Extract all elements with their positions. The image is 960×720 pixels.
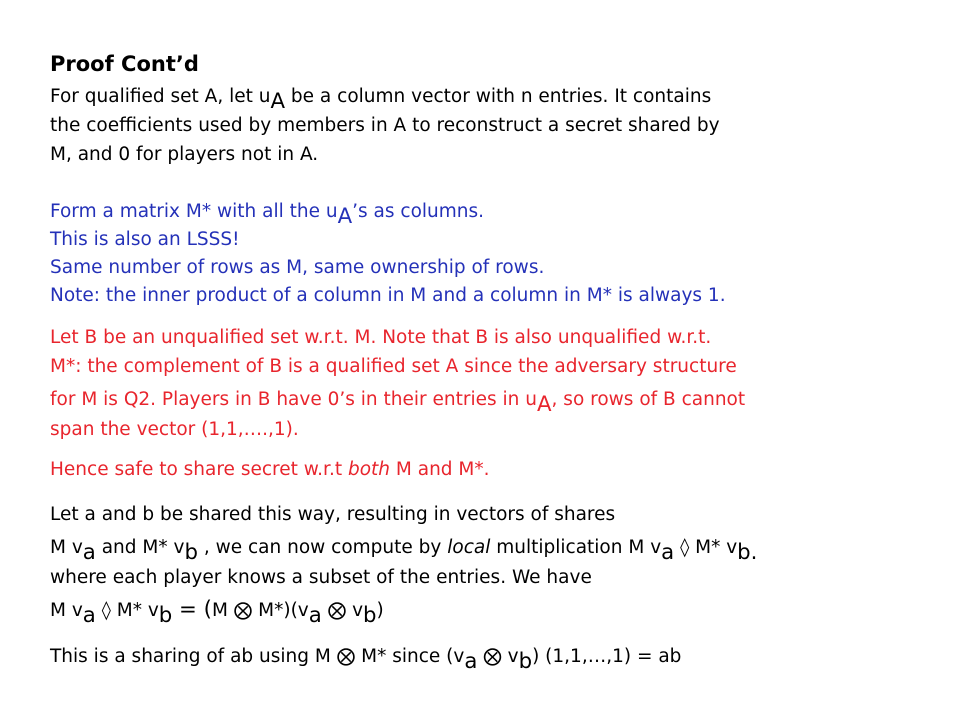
text: M ⨂ M*)(v <box>211 600 309 621</box>
para3-line2 <box>50 535 758 566</box>
red-line1: Let B be an unqualified set w.r.t. M. Note that B is also unqualified w.r.t. <box>50 327 712 348</box>
text: , so rows of B cannot <box>551 389 746 410</box>
subscript: A <box>337 204 353 230</box>
text: M and M*. <box>390 459 490 480</box>
subscript: A <box>270 89 286 115</box>
text: = ( <box>172 597 212 622</box>
subscript: a <box>308 603 322 629</box>
para3-line3: where each player knows a subset of the entries. We have <box>50 567 592 588</box>
text: ) <box>376 600 384 621</box>
text: M v <box>50 600 83 621</box>
blue-line2: This is also an LSSS! <box>50 229 240 250</box>
text: For qualified set A, let u <box>50 86 271 107</box>
subscript: b <box>363 603 377 629</box>
text: Hence safe to share secret w.r.t <box>50 459 348 480</box>
text: This is a sharing of ab using M ⨂ M* since (v <box>50 646 465 667</box>
subscript: b. <box>737 540 758 566</box>
emphasis: local <box>447 537 491 558</box>
text: ⨂ v <box>477 646 519 667</box>
para1-line2: the coefficients used by members in A to reconstruct a secret shared by <box>50 115 720 136</box>
blue-line3: Same number of rows as M, same ownership of rows. <box>50 257 545 278</box>
blue-line4: Note: the inner product of a column in M and a column in M* is always 1. <box>50 285 726 306</box>
text: multiplication M v <box>490 537 662 558</box>
subscript: b <box>184 540 198 566</box>
subscript: a <box>82 603 96 629</box>
text: ◊ M* v <box>674 537 738 558</box>
text: Form a matrix M* with all the u <box>50 201 338 222</box>
subscript: a <box>464 649 478 675</box>
text: for M is Q2. Players in B have 0’s in their entries in u <box>50 389 537 410</box>
text: be a column vector with n entries. It contains <box>285 86 712 107</box>
para3-line5 <box>50 644 682 675</box>
text: , we can now compute by <box>197 537 448 558</box>
para1-line3: M, and 0 for players not in A. <box>50 144 319 165</box>
text: ’s as columns. <box>352 201 485 222</box>
text: and M* v <box>95 537 185 558</box>
subscript: b <box>518 649 533 675</box>
blue-line1 <box>50 199 485 230</box>
slide-title: Proof Cont’d <box>50 52 199 76</box>
red-line5 <box>50 458 490 482</box>
subscript: a <box>82 540 96 566</box>
text: ) (1,1,…,1) = ab <box>532 646 682 667</box>
text: ◊ M* v <box>95 600 159 621</box>
red-line3 <box>50 387 746 418</box>
text: ⨂ v <box>321 600 364 621</box>
subscript: b <box>158 603 173 629</box>
para1-line1 <box>50 84 712 115</box>
subscript: a <box>661 540 675 566</box>
red-line4: span the vector (1,1,….,1). <box>50 419 299 440</box>
text: M v <box>50 537 83 558</box>
emphasis: both <box>347 459 391 480</box>
para3-line4 <box>50 597 384 629</box>
para3-line1: Let a and b be shared this way, resulting in vectors of shares <box>50 504 616 525</box>
subscript: A <box>536 392 552 418</box>
red-line2: M*: the complement of B is a qualified set A since the adversary structure <box>50 356 737 377</box>
